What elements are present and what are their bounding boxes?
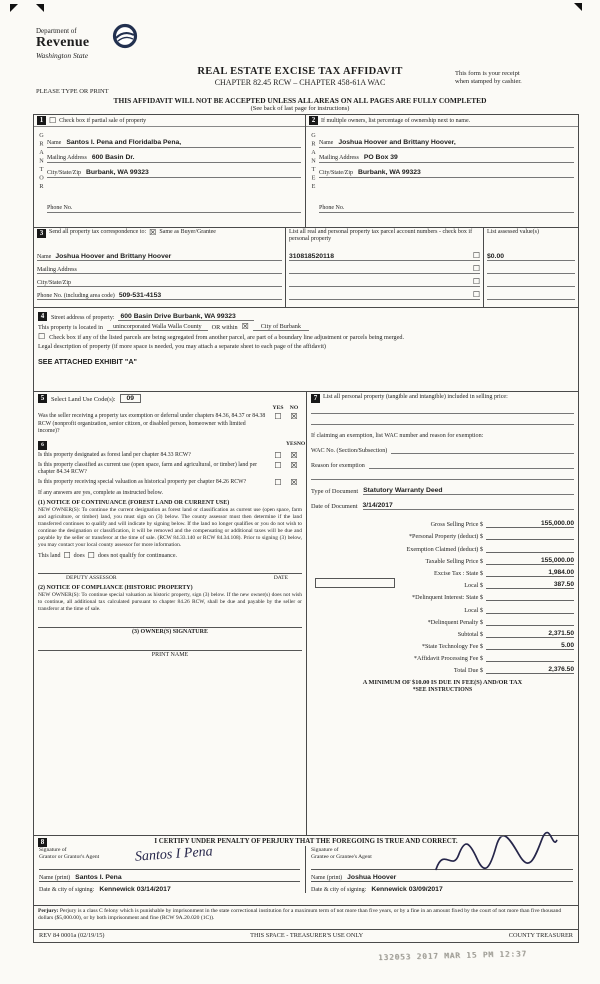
money-label: Excise Tax : State $	[434, 569, 483, 577]
grantee-csz-value: Burbank, WA 99323	[358, 169, 421, 176]
minimum-fee-note: A MINIMUM OF $10.00 IS DUE IN FEE(S) AND/OR TAX	[362, 679, 523, 687]
name-print-label: Name (print)	[311, 874, 343, 881]
date-of-document-value: 3/14/2017	[363, 502, 574, 510]
money-label: Gross Selling Price $	[430, 521, 483, 529]
state-technology-fee-value: 5.00	[486, 642, 574, 650]
located-or-label: OR within	[211, 324, 238, 331]
multiple-owners-note: If multiple owners, list percentage of ownership next to name.	[321, 117, 471, 124]
money-row-taxable[interactable]	[311, 553, 574, 565]
grantee-signature-block	[306, 846, 578, 893]
date-city-label: Date & city of signing:	[39, 887, 95, 893]
receipt-note	[455, 70, 575, 87]
sec5-yes-checkbox[interactable]: ☐	[274, 412, 282, 421]
signature-row	[34, 846, 578, 893]
correspondence-address-field[interactable]	[37, 261, 282, 274]
use-and-tax-row	[34, 391, 578, 835]
land-use-label: Select Land Use Code(s):	[51, 396, 116, 403]
date-city-label: Date & city of signing:	[311, 887, 367, 893]
partial-sale-checkbox[interactable]: ☐	[49, 115, 57, 125]
receipt-note-line2: when stamped by cashier.	[455, 78, 522, 86]
deputy-assessor-line[interactable]	[38, 573, 302, 581]
does-checkbox[interactable]: ☐	[63, 551, 71, 561]
sec5-question-text: Was the seller receiving a property tax exemption or deferral under chapters 84.36, 84.37 or 84.38 RCW (nonprofit organization, senior citizen, or disabled person, homeowner with limited income)?	[38, 413, 266, 435]
grantor-fields	[45, 127, 305, 227]
form-number: REV 84 0001a (02/19/15)	[39, 932, 105, 939]
money-row-processing-fee[interactable]	[311, 650, 574, 662]
money-label: *State Technology Fee $	[421, 643, 483, 651]
form-chapters: CHAPTER 82.45 RCW – CHAPTER 458-61A WAC	[214, 78, 386, 87]
notice-compliance-title: (2) NOTICE OF COMPLIANCE (HISTORIC PROPERTY)	[38, 585, 193, 592]
grantor-body	[34, 127, 305, 227]
please-type-or-print: PLEASE TYPE OR PRINT	[36, 88, 109, 95]
grantee-date-city-field[interactable]	[311, 882, 573, 894]
segregated-label: Check box if any of the listed parcels are being segregated from another parcel, are part of a boundary line adjustment or parcels being merged.	[49, 334, 405, 341]
wac-number-field[interactable]	[391, 445, 574, 454]
partial-sale-label: Check box if partial sale of property	[59, 117, 147, 124]
parcel-4-personal-checkbox[interactable]: ☐	[472, 290, 480, 299]
correspondence-label: Send all property tax correspondence to:	[49, 229, 147, 235]
money-row-gross[interactable]	[311, 516, 574, 528]
land-use-column	[34, 392, 307, 835]
sec5-yes-no-header	[38, 405, 302, 411]
grantee-phone-label: Phone No.	[319, 205, 345, 211]
grantor-phone-field[interactable]	[47, 198, 301, 213]
historic-question-text: Is this property receiving special valuation as historical property per chapter 84.26 RCW?	[38, 478, 247, 485]
personal-property-line-2[interactable]	[311, 414, 574, 425]
personal-property-label: List all personal property (tangible and intangible) included in selling price:	[323, 394, 508, 400]
correspondence-address-label: Mailing Address	[37, 267, 77, 273]
grantee-print-name-value: Joshua Hoover	[347, 873, 397, 881]
grantee-body	[306, 127, 578, 227]
correspondence-phone-field[interactable]	[37, 287, 282, 300]
tax-correspondence-section	[34, 227, 578, 307]
grantor-side-label: GRANTOR	[38, 132, 45, 192]
excise-state-value: 1,984.00	[486, 569, 574, 577]
grantee-address-label: Mailing Address	[319, 155, 359, 161]
dept-of-label: Department of	[36, 27, 77, 35]
correspondence-name-field[interactable]	[37, 248, 282, 261]
historic-yes-checkbox[interactable]: ☐	[274, 477, 282, 487]
parcel-1-personal-checkbox[interactable]: ☐	[472, 251, 480, 260]
money-row-technology-fee[interactable]	[311, 638, 574, 650]
subtotal-value: 2,371.50	[486, 630, 574, 638]
grantor-name-label: Name	[47, 140, 62, 146]
land-use-row[interactable]	[38, 394, 302, 403]
money-label: Exemption Claimed (deduct) $	[406, 545, 483, 553]
current-use-question-text: Is this property classified as current use (open space, farm and agricultural, or timber) land per chapter 84.34 RCW?	[38, 461, 258, 476]
grantor-csz-value: Burbank, WA 99323	[86, 169, 149, 176]
personal-property-header	[311, 394, 574, 403]
acceptance-warning: THIS AFFIDAVIT WILL NOT BE ACCEPTED UNLESS ALL AREAS ON ALL PAGES ARE FULLY COMPLETED	[113, 96, 487, 105]
parcel-column	[286, 228, 484, 307]
grantor-phone-label: Phone No.	[47, 205, 73, 211]
grantee-address-value: PO Box 39	[363, 154, 398, 161]
reason-exemption-row[interactable]	[311, 460, 574, 469]
grantor-grantee-row	[34, 115, 578, 227]
yes-header: YES	[286, 440, 297, 447]
wac-number-label: WAC No. (Section/Subsection)	[311, 448, 388, 454]
grantor-header	[34, 115, 305, 127]
money-row-total-due[interactable]	[311, 662, 574, 674]
reason-exemption-field[interactable]	[369, 460, 574, 469]
parcel-header: List all real and personal property tax parcel account numbers - check box if personal property	[289, 229, 473, 243]
located-county-value: unincorporated Walla Walla County	[107, 323, 208, 331]
revenue-seal-icon	[112, 23, 138, 49]
form-title: REAL ESTATE EXCISE TAX AFFIDAVIT	[197, 66, 403, 77]
revenue-logo-block	[36, 27, 176, 60]
correspondence-column	[34, 228, 286, 307]
assessed-value-row-3[interactable]	[487, 274, 575, 287]
grantee-name-field[interactable]	[319, 127, 574, 148]
current-use-yes-checkbox[interactable]: ☐	[274, 460, 282, 470]
grantee-section	[306, 115, 578, 227]
grantor-signature: Santos I Pena	[134, 844, 214, 865]
assessed-value-row-2[interactable]	[487, 261, 575, 274]
money-label: *Personal Property (deduct) $	[408, 533, 483, 541]
grantor-address-value: 600 Basin Dr.	[91, 154, 135, 161]
assessed-value-header: List assessed value(s)	[487, 229, 539, 235]
selling-price-column	[307, 392, 578, 835]
grantor-date-city-field[interactable]	[39, 882, 300, 894]
forest-land-question-text: Is this property designated as forest land per chapter 84.33 RCW?	[38, 451, 191, 458]
assessed-value-row-1[interactable]	[487, 248, 575, 261]
grantor-address-label: Mailing Address	[47, 155, 87, 161]
this-land-label: This land	[38, 553, 61, 560]
does-not-label: does not qualify for continuance.	[97, 553, 177, 560]
see-back-note: (See back of last page for instructions)	[250, 105, 350, 112]
owners-signature-line[interactable]: (3) OWNER(S) SIGNATURE	[38, 627, 302, 635]
reason-exemption-label: Reason for exemption	[311, 463, 365, 469]
parcel-row-2[interactable]	[289, 261, 480, 274]
parcel-3-personal-checkbox[interactable]: ☐	[472, 277, 480, 286]
sec5-no-checkbox[interactable]: ☒	[290, 412, 298, 421]
grantor-print-name-field[interactable]	[39, 870, 300, 882]
date-of-document-label: Date of Document	[311, 503, 358, 510]
see-instructions-note: *SEE INSTRUCTIONS	[412, 687, 473, 694]
located-city-value: City of Burbank	[253, 323, 309, 331]
county-treasurer-label: COUNTY TREASURER	[508, 932, 573, 939]
money-row-local[interactable]	[311, 577, 574, 589]
grantee-side-label: GRANTEE	[310, 132, 317, 192]
form-footer	[34, 929, 578, 942]
section-4-number: 4	[38, 312, 47, 321]
same-as-buyer-label: Same as Buyer/Grantee	[159, 229, 216, 235]
sec5-question	[38, 413, 302, 436]
correspondence-header	[37, 229, 282, 248]
perjury-text: Perjury is a class C felony which is punishable by imprisonment in the state correctional institution for a maximum term of not more than five years, or by a fine in an amount fixed by the court of not more than five thousand dollars ($5,000.00), or by both imprisonment and fine (RCW 9A.20.020 (1C)).	[38, 908, 562, 922]
parcel-row-4[interactable]	[289, 287, 480, 300]
section-7-number: 7	[311, 394, 320, 403]
money-row-subtotal[interactable]	[311, 626, 574, 638]
historic-no-checkbox[interactable]: ☒	[290, 477, 298, 487]
grantor-address-field[interactable]	[47, 148, 301, 163]
grantee-phone-field[interactable]	[319, 198, 574, 213]
section-3-number: 3	[37, 229, 46, 238]
section-2-number: 2	[309, 116, 318, 125]
money-label: Subtotal $	[457, 630, 483, 638]
perjury-notice	[34, 905, 578, 929]
deputy-assessor-label: DEPUTY ASSESSOR	[66, 575, 117, 582]
grantor-csz-label: City/State/Zip	[47, 170, 81, 176]
parcel-row-1[interactable]	[289, 248, 480, 261]
city-checkbox[interactable]: ☒	[241, 322, 249, 331]
type-of-document-row[interactable]	[311, 487, 574, 495]
affidavit-form	[33, 114, 579, 943]
correspondence-phone-value: 509-531-4153	[118, 292, 162, 299]
cashier-date-stamp: 132053 2017 MAR 15 PM 12:37	[377, 949, 528, 962]
receipt-note-line1: This form is your receipt	[455, 70, 520, 77]
certify-statement: I CERTIFY UNDER PENALTY OF PERJURY THAT THE FOREGOING IS TRUE AND CORRECT.	[154, 838, 458, 845]
legal-description-label: Legal description of property (if more space is needed, you may attach a separate sheet to each page of the affidavit)	[38, 343, 326, 350]
street-address-label: Street address of property:	[51, 315, 115, 321]
revenue-label: Revenue	[36, 35, 90, 50]
money-row-delinquent-interest-state[interactable]	[311, 589, 574, 601]
date-of-document-row[interactable]	[311, 502, 574, 510]
type-of-document-value: Statutory Warranty Deed	[363, 487, 574, 495]
section-6-number: 6	[38, 441, 47, 450]
name-print-label: Name (print)	[39, 874, 71, 881]
correspondence-name-label: Name	[37, 254, 52, 260]
street-address-row[interactable]	[38, 312, 574, 321]
registration-mark	[574, 3, 582, 11]
parcel-number-value: 310818520118	[289, 253, 334, 260]
assessed-value-column	[484, 228, 578, 307]
does-not-checkbox[interactable]: ☐	[87, 551, 95, 561]
taxable-selling-price-value: 155,000.00	[486, 557, 574, 565]
type-of-document-label: Type of Document	[311, 488, 359, 495]
grantee-fields	[317, 127, 578, 227]
grantee-date-city-value: Kennewick 03/09/2017	[371, 886, 443, 893]
parcel-row-3[interactable]	[289, 274, 480, 287]
grantor-agent-label: Grantor or Grantor's Agent	[39, 853, 100, 860]
continuance-qualify-row	[38, 552, 302, 560]
personal-property-line-1[interactable]	[311, 403, 574, 414]
segregated-row	[38, 333, 574, 341]
no-header: NO	[289, 405, 299, 411]
yes-header: YES	[272, 405, 284, 411]
signature-of-label: Signature of	[311, 847, 339, 853]
grantor-csz-field[interactable]	[47, 163, 301, 178]
money-label: *Delinquent Penalty $	[427, 618, 483, 626]
historic-question	[38, 479, 302, 487]
grantor-name-field[interactable]	[47, 127, 301, 148]
section-1-number: 1	[37, 116, 46, 125]
money-row-personal-deduct[interactable]	[311, 528, 574, 540]
print-name-line[interactable]: PRINT NAME	[38, 650, 302, 658]
correspondence-phone-label: Phone No. (including area code)	[37, 293, 115, 299]
correspondence-csz-field[interactable]	[37, 274, 282, 287]
forest-land-question	[38, 452, 302, 460]
excise-tax-computation	[311, 516, 574, 674]
date-label: DATE	[273, 575, 288, 582]
notice-compliance-body: NEW OWNER(S): To continue special valuation as historic property, sign (3) below. If the new owner(s) does not wish to continue, all additional tax calculated pursuant to chapter 84.26 RCW, shall be due and payable by the seller or transferor at the time of sale.	[38, 592, 302, 613]
correspondence-name-value: Joshua Hoover and Brittany Hoover	[55, 253, 172, 260]
forest-no-checkbox[interactable]: ☒	[290, 450, 298, 460]
grantee-address-field[interactable]	[319, 148, 574, 163]
money-row-delinquent-penalty[interactable]	[311, 614, 574, 626]
assessed-value-1: $0.00	[487, 253, 505, 260]
land-use-code-value: 09	[120, 394, 142, 403]
grantee-csz-field[interactable]	[319, 163, 574, 178]
segregated-checkbox[interactable]: ☐	[38, 332, 46, 341]
washington-state-label: Washington State	[36, 51, 89, 60]
grantee-csz-label: City/State/Zip	[319, 170, 353, 176]
money-row-exemption-deduct[interactable]	[311, 540, 574, 552]
street-address-value: 600 Basin Drive Burbank, WA 99323	[118, 313, 253, 321]
located-pre-label: This property is located in	[38, 324, 103, 331]
section-8-number: 8	[38, 838, 47, 847]
treasurer-box	[315, 578, 395, 588]
forest-yes-checkbox[interactable]: ☐	[274, 450, 282, 460]
sec6-yes-no-header	[38, 440, 306, 450]
notice-continuance-title: (1) NOTICE OF CONTINUANCE (FOREST LAND OR CURRENT USE)	[38, 499, 230, 506]
current-use-question	[38, 462, 302, 477]
grantee-agent-label: Grantee or Grantee's Agent	[311, 853, 372, 860]
registration-mark	[10, 4, 18, 12]
notice-continuance-body: NEW OWNER(S): To continue the current designation as forest land or classification as current use (open space, farm and agriculture, or timber) land, you must sign on (3) below. The county assessor must then determine if the land transferred continues to qualify and will indicate by signing below. If the land no longer qualifies or you do not wish to continue the designation or classification, it will be removed and the compensating or additional taxes will be due and payable by the seller or transferor at the time of sale. (RCW 84.33.140 or RCW 84.34.108). Prior to signing (3) below, you may contact your local county assessor for more information.	[38, 506, 302, 549]
local-tax-value: 387.50	[486, 581, 574, 589]
money-label: Local $	[464, 606, 483, 614]
grantee-name-label: Name	[319, 140, 334, 146]
money-label: *Delinquent Interest: State $	[412, 594, 483, 602]
gross-selling-price-value: 155,000.00	[486, 520, 574, 528]
money-row-excise-state[interactable]	[311, 565, 574, 577]
section-5-number: 5	[38, 394, 47, 403]
parcel-2-personal-checkbox[interactable]: ☐	[472, 264, 480, 273]
money-label: Total Due $	[453, 667, 483, 675]
certification-section	[34, 835, 578, 905]
current-use-no-checkbox[interactable]: ☒	[290, 460, 298, 470]
does-label: does	[73, 553, 85, 560]
total-due-value: 2,376.50	[486, 666, 574, 674]
money-row-delinquent-interest-local[interactable]	[311, 601, 574, 613]
money-label: Local $	[464, 582, 483, 590]
exemption-label: If claiming an exemption, list WAC number and reason for exemption:	[311, 433, 484, 439]
grantor-signature-line[interactable]	[39, 844, 300, 870]
grantee-name-value: Joshua Hoover and Brittany Hoover,	[338, 139, 456, 146]
correspondence-csz-label: City/State/Zip	[37, 280, 71, 286]
treasurer-space-label: THIS SPACE - TREASURER'S USE ONLY	[250, 932, 364, 939]
located-in-row	[38, 323, 574, 331]
money-label: *Affidavit Processing Fee $	[413, 655, 483, 663]
property-location-section	[34, 307, 578, 391]
signature-of-label: Signature of	[39, 847, 67, 853]
grantor-signature-block	[34, 846, 306, 893]
assessed-value-row-4[interactable]	[487, 287, 575, 300]
wac-number-row[interactable]	[311, 445, 574, 454]
money-label: Taxable Selling Price $	[425, 557, 483, 565]
grantor-section	[34, 115, 306, 227]
grantee-header	[306, 115, 578, 127]
perjury-label: Perjury:	[38, 908, 59, 914]
legal-description-value: SEE ATTACHED EXHIBIT "A"	[38, 357, 137, 366]
no-header: NO	[296, 440, 306, 447]
grantor-date-city-value: Kennewick 03/14/2017	[99, 886, 171, 893]
same-as-buyer-checkbox[interactable]: ☒	[149, 228, 157, 237]
if-yes-note: If any answers are yes, complete as instructed below.	[38, 489, 163, 496]
reason-exemption-line-2[interactable]	[311, 469, 574, 480]
legal-description-row	[38, 343, 574, 350]
grantee-signature-line[interactable]	[311, 847, 573, 870]
grantor-name-value: Santos I. Pena and Floridalba Pena,	[66, 139, 182, 146]
registration-mark	[36, 4, 44, 12]
grantor-print-name-value: Santos I. Pena	[75, 873, 122, 881]
